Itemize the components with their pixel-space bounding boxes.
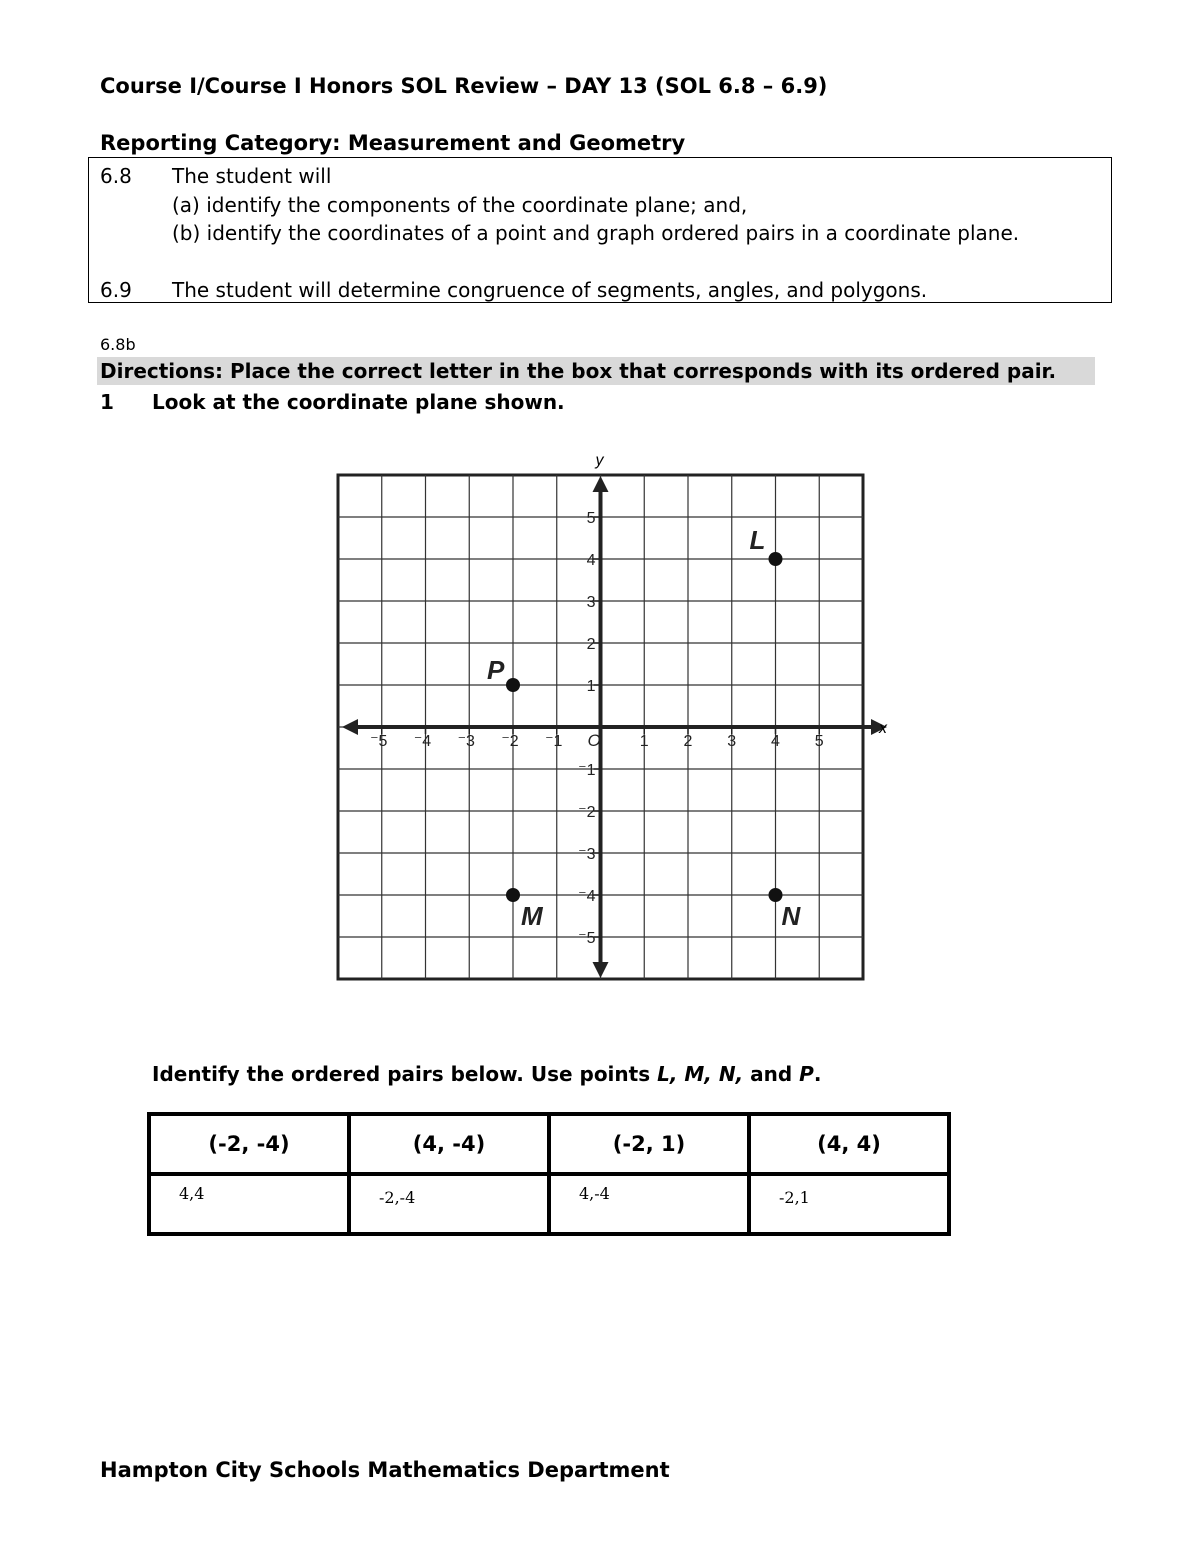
point-label-m: M [521, 901, 543, 931]
ordered-pair-header: (4, 4) [749, 1114, 949, 1174]
identify-suffix: . [813, 1062, 822, 1086]
identify-prefix: Identify the ordered pairs below. Use points [152, 1062, 658, 1086]
x-tick-label: 5 [814, 733, 824, 750]
point-p [506, 678, 520, 692]
point-label-l: L [749, 525, 766, 555]
point-n [769, 888, 783, 902]
x-tick-label: ⁻5 [370, 733, 388, 750]
answer-cell[interactable]: 4,4 [149, 1174, 349, 1234]
identify-last-point: P [799, 1062, 814, 1086]
answer-table [147, 1112, 951, 1236]
standards-box [88, 157, 1112, 303]
y-tick-label: ⁻4 [578, 888, 596, 905]
reporting-category: Reporting Category: Measurement and Geometry [100, 131, 686, 155]
y-tick-label: ⁻2 [578, 804, 596, 821]
point-label-p: P [487, 655, 505, 685]
section-label: 6.8b [100, 335, 136, 354]
x-axis-label: x [879, 720, 887, 737]
answer-cell[interactable]: -2,1 [749, 1174, 949, 1234]
table-answer-row [149, 1174, 949, 1234]
standard-number: 6.9 [100, 278, 132, 302]
identify-instructions [152, 1062, 821, 1086]
table-header-row [149, 1114, 949, 1174]
standard-line: The student will [172, 164, 332, 188]
question-number: 1 [100, 390, 114, 414]
answer-cell[interactable]: 4,-4 [549, 1174, 749, 1234]
x-tick-label: ⁻4 [413, 733, 432, 750]
x-tick-label: ⁻2 [501, 733, 519, 750]
y-tick-label: 3 [586, 594, 596, 611]
point-label-n: N [781, 901, 801, 931]
x-tick-label: 2 [683, 733, 693, 750]
y-tick-label: ⁻5 [578, 930, 596, 947]
x-tick-label: 4 [771, 733, 780, 750]
x-tick-label: ⁻3 [457, 733, 475, 750]
x-tick-label: 1 [639, 733, 649, 750]
question-text: Look at the coordinate plane shown. [152, 390, 565, 414]
point-l [769, 552, 783, 566]
y-tick-label: ⁻3 [578, 846, 596, 863]
standard-line: (b) identify the coordinates of a point and graph ordered pairs in a coordinate plane. [172, 221, 1020, 245]
identify-middle: and [743, 1062, 800, 1086]
y-tick-label: 4 [586, 552, 596, 569]
y-axis-label: y [595, 452, 604, 469]
ordered-pair-header: (-2, -4) [149, 1114, 349, 1174]
y-tick-label: 2 [586, 636, 596, 653]
standard-line: The student will determine congruence of segments, angles, and polygons. [172, 278, 928, 302]
directions: Directions: Place the correct letter in the box that corresponds with its ordered pair. [97, 357, 1095, 385]
origin-label: O [587, 731, 601, 750]
standard-line: (a) identify the components of the coordinate plane; and, [172, 193, 748, 217]
answer-cell[interactable]: -2,-4 [349, 1174, 549, 1234]
x-tick-label: 3 [727, 733, 737, 750]
x-tick-label: ⁻1 [545, 733, 563, 750]
y-tick-label: ⁻1 [578, 762, 596, 779]
y-tick-label: 1 [586, 678, 596, 695]
ordered-pair-header: (4, -4) [349, 1114, 549, 1174]
page-title: Course I/Course I Honors SOL Review – DAY 13 (SOL 6.8 – 6.9) [100, 74, 828, 98]
coordinate-plane [330, 445, 900, 990]
identify-points: L, M, N, [657, 1062, 744, 1086]
footer: Hampton City Schools Mathematics Department [100, 1458, 670, 1482]
point-m [506, 888, 520, 902]
y-tick-label: 5 [586, 510, 596, 527]
ordered-pair-header: (-2, 1) [549, 1114, 749, 1174]
standard-number: 6.8 [100, 164, 132, 188]
